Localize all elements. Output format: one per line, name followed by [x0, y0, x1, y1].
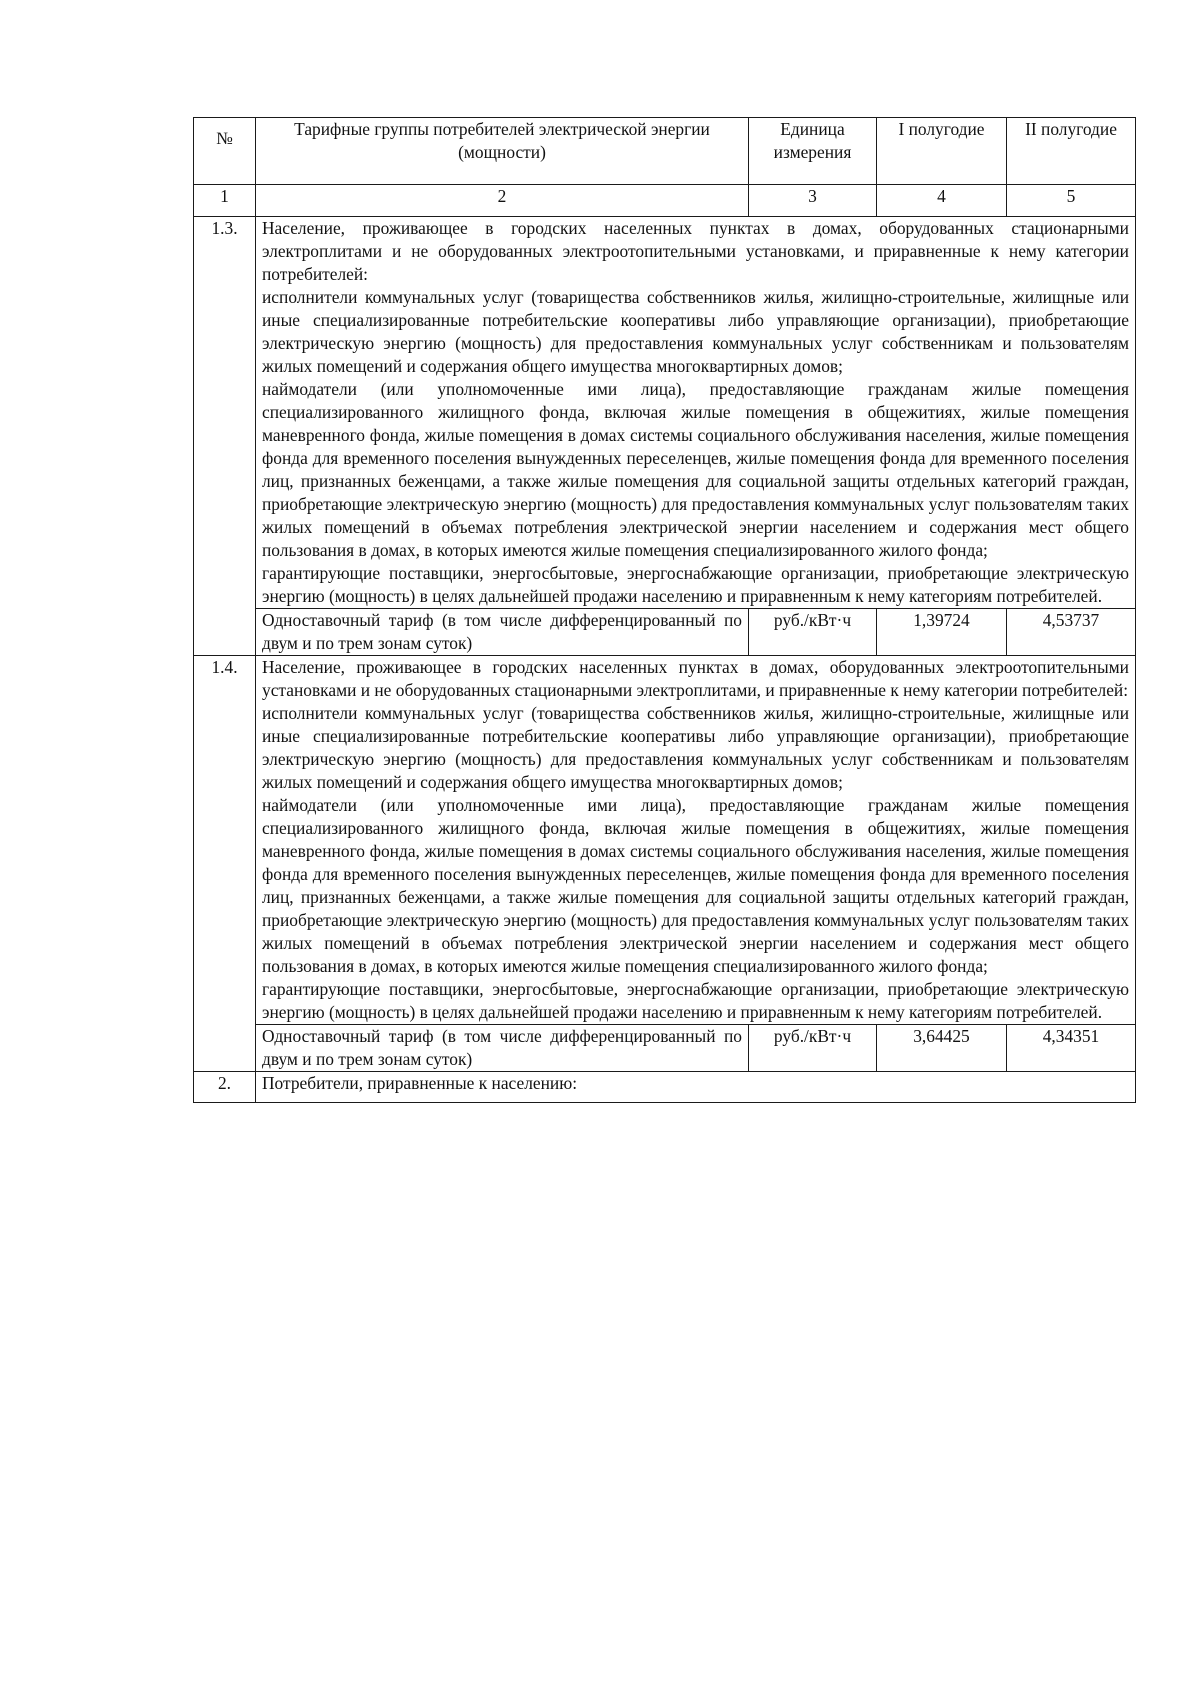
- column-index: 2: [256, 185, 749, 217]
- consumer-group-description: Потребители, приравненные к населению:: [256, 1072, 1136, 1103]
- column-index: 4: [877, 185, 1007, 217]
- table-row: [194, 656, 1136, 1025]
- header-first-half-year: I полугодие: [877, 118, 1007, 185]
- tariff-table: [193, 117, 1136, 1103]
- tariff-first-half-value: 3,64425: [877, 1025, 1007, 1072]
- description-paragraph: наймодатели (или уполномоченные ими лица), предоставляющие гражданам жилые помещения специализированного жилищного фонда, включая жилые помещения в общежитиях, жилые помещения маневренного фонда, жилые помещения в домах системы социального обслуживания населения, жилые помещения фонда для временного поселения вынужденных переселенцев, жилые помещения фонда для временного поселения лиц, признанных беженцами, а также жилые помещения для социальной защиты отдельных категорий граждан, приобретающие электрическую энергию (мощность) для предоставления коммунальных услуг пользователям таких жилых помещений в объемах потребления электрической энергии населением и содержания мест общего пользования в домах, в которых имеются жилые помещения специализированного жилого фонда;: [262, 795, 1129, 976]
- table-row: [194, 1072, 1136, 1103]
- description-paragraph: исполнители коммунальных услуг (товарищества собственников жилья, жилищно-строительные, жилищные или иные специализированные потребительские кооперативы либо управляющие организации), приобретающие электрическую энергию (мощность) для предоставления коммунальных услуг собственникам и пользователям жилых помещений и содержания общего имущества многоквартирных домов;: [262, 703, 1129, 792]
- column-index: 3: [749, 185, 877, 217]
- column-index-row: [194, 185, 1136, 217]
- tariff-unit: руб./кВт·ч: [749, 1025, 877, 1072]
- tariff-row: [194, 1025, 1136, 1072]
- tariff-row: [194, 609, 1136, 656]
- row-number: 2.: [194, 1072, 256, 1103]
- table-row: [194, 217, 1136, 609]
- tariff-second-half-value: 4,53737: [1007, 609, 1136, 656]
- row-number-empty: [194, 609, 256, 656]
- description-paragraph: гарантирующие поставщики, энергосбытовые, энергоснабжающие организации, приобретающие электрическую энергию (мощность) в целях дальнейшей продажи населению и приравненным к нему категориям потребителей.: [262, 979, 1129, 1022]
- column-index: 5: [1007, 185, 1136, 217]
- description-paragraph: гарантирующие поставщики, энергосбытовые, энергоснабжающие организации, приобретающие электрическую энергию (мощность) в целях дальнейшей продажи населению и приравненным к нему категориям потребителей.: [262, 563, 1129, 606]
- tariff-first-half-value: 1,39724: [877, 609, 1007, 656]
- row-number: 1.4.: [194, 656, 256, 1025]
- description-paragraph: исполнители коммунальных услуг (товарищества собственников жилья, жилищно-строительные, жилищные или иные специализированные потребительские кооперативы либо управляющие организации), приобретающие электрическую энергию (мощность) для предоставления коммунальных услуг собственникам и пользователям жилых помещений и содержания общего имущества многоквартирных домов;: [262, 287, 1129, 376]
- header-unit: Единица измерения: [749, 118, 877, 185]
- description-paragraph: Население, проживающее в городских населенных пунктах в домах, оборудованных стационарными электроплитами и не оборудованных электроотопительными установками, и приравненные к нему категории потребителей:: [262, 218, 1129, 284]
- column-index: 1: [194, 185, 256, 217]
- consumer-group-description: [256, 217, 1136, 609]
- description-paragraph: наймодатели (или уполномоченные ими лица), предоставляющие гражданам жилые помещения специализированного жилищного фонда, включая жилые помещения в общежитиях, жилые помещения маневренного фонда, жилые помещения в домах системы социального обслуживания населения, жилые помещения фонда для временного поселения вынужденных переселенцев, жилые помещения фонда для временного поселения лиц, признанных беженцами, а также жилые помещения для социальной защиты отдельных категорий граждан, приобретающие электрическую энергию (мощность) для предоставления коммунальных услуг пользователям таких жилых помещений в объемах потребления электрической энергии населением и содержания мест общего пользования в домах, в которых имеются жилые помещения специализированного жилого фонда;: [262, 379, 1129, 560]
- header-second-half-year: II полугодие: [1007, 118, 1136, 185]
- row-number-empty: [194, 1025, 256, 1072]
- tariff-name: Одноставочный тариф (в том числе дифференцированный по двум и по трем зонам суток): [256, 609, 749, 656]
- header-number: №: [194, 118, 256, 185]
- tariff-unit: руб./кВт·ч: [749, 609, 877, 656]
- consumer-group-description: [256, 656, 1136, 1025]
- tariff-second-half-value: 4,34351: [1007, 1025, 1136, 1072]
- header-tariff-groups: Тарифные группы потребителей электрической энергии (мощности): [256, 118, 749, 185]
- row-number: 1.3.: [194, 217, 256, 609]
- description-paragraph: Население, проживающее в городских населенных пунктах в домах, оборудованных электроотопительными установками и не оборудованных стационарными электроплитами, и приравненные к нему категории потребителей:: [262, 657, 1129, 700]
- table-header-row: [194, 118, 1136, 185]
- tariff-name: Одноставочный тариф (в том числе дифференцированный по двум и по трем зонам суток): [256, 1025, 749, 1072]
